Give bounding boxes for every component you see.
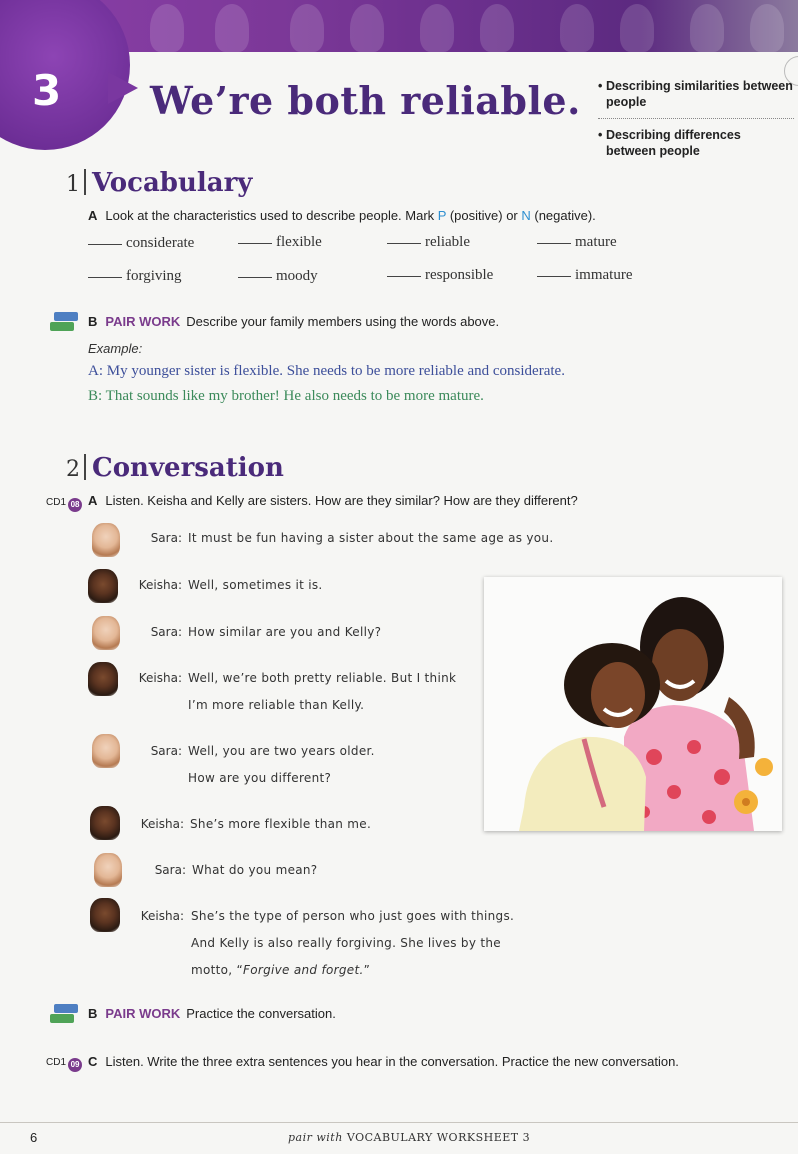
answer-blank[interactable] <box>537 243 571 244</box>
footer-rule <box>0 1122 798 1123</box>
pair-work-icon <box>50 312 80 332</box>
vocab-word: mature <box>537 234 617 251</box>
goal-item: • Describing differences between people <box>598 128 741 158</box>
answer-blank[interactable] <box>537 276 571 277</box>
section-vocabulary-heading: 1 Vocabulary <box>66 168 253 198</box>
unit-badge-tail <box>108 72 138 104</box>
speaker-label: Sara: <box>150 744 182 758</box>
speaker-label: Sara: <box>150 625 182 639</box>
keisha-avatar-icon <box>90 806 120 840</box>
sisters-photo-illustration <box>484 577 782 831</box>
vocab-word: responsible <box>387 267 493 284</box>
sara-avatar-icon <box>92 734 120 768</box>
audio-disc-icon: 09 <box>68 1058 82 1072</box>
speaker-label: Keisha: <box>138 578 182 592</box>
example-line-a: A: My younger sister is flexible. She needs to be more reliable and considerate. <box>88 363 565 379</box>
dialogue-line: She’s the type of person who just goes with things. <box>191 909 515 923</box>
sisters-photo <box>484 577 782 831</box>
dialogue-line: It must be fun having a sister about the same age as you. <box>188 531 554 545</box>
unit-goals <box>598 78 794 159</box>
answer-blank[interactable] <box>238 277 272 278</box>
page-number: 6 <box>30 1130 38 1145</box>
vocabulary-instruction-b: B PAIR WORK Describe your family members using the words above. <box>88 314 500 329</box>
example-line-b: B: That sounds like my brother! He also needs to be more mature. <box>88 388 484 404</box>
vocab-word: immature <box>537 267 632 284</box>
speaker-label: Keisha: <box>138 671 182 685</box>
unit-title: We’re both reliable. <box>150 78 581 123</box>
goal-item: • Describing similarities between people <box>598 79 793 109</box>
keisha-avatar-icon <box>88 662 118 696</box>
dialogue-line: And Kelly is also really forgiving. She lives by the <box>191 936 501 950</box>
answer-blank[interactable] <box>238 243 272 244</box>
vocab-word: moody <box>238 268 318 285</box>
vocab-word: forgiving <box>88 268 182 285</box>
dialogue-line: How similar are you and Kelly? <box>188 625 382 639</box>
speaker-label: Sara: <box>150 531 182 545</box>
speaker-label: Keisha: <box>140 909 184 923</box>
dialogue-line: She’s more flexible than me. <box>190 817 372 831</box>
sara-avatar-icon <box>92 523 120 557</box>
speaker-label: Keisha: <box>140 817 184 831</box>
speaker-label: Sara: <box>154 863 186 877</box>
section-conversation-heading: 2 Conversation <box>66 453 284 483</box>
answer-blank[interactable] <box>387 276 421 277</box>
unit-number: 3 <box>32 66 62 115</box>
dialogue-line: Well, sometimes it is. <box>188 578 323 592</box>
dialogue-line: I’m more reliable than Kelly. <box>188 698 365 712</box>
keisha-avatar-icon <box>90 898 120 932</box>
dialogue-line: Well, you are two years older. <box>188 744 375 758</box>
conversation-instruction-b: B PAIR WORK Practice the conversation. <box>88 1006 336 1021</box>
sara-avatar-icon <box>92 616 120 650</box>
example-label: Example: <box>88 341 143 356</box>
answer-blank[interactable] <box>88 277 122 278</box>
footer-worksheet-ref: pair with VOCABULARY WORKSHEET 3 <box>288 1131 531 1144</box>
pair-work-icon <box>50 1004 80 1024</box>
dialogue-line: What do you mean? <box>192 863 318 877</box>
vocab-word: considerate <box>88 235 194 252</box>
conversation-instruction-a: A Listen. Keisha and Kelly are sisters. How are they similar? How are they different? <box>88 493 578 508</box>
vocab-word: reliable <box>387 234 470 251</box>
keisha-avatar-icon <box>88 569 118 603</box>
audio-disc-icon: 08 <box>68 498 82 512</box>
dialogue-line: Well, we’re both pretty reliable. But I think <box>188 671 457 685</box>
answer-blank[interactable] <box>387 243 421 244</box>
vocabulary-instruction-a: A Look at the characteristics used to describe people. Mark P (positive) or N (negative). <box>88 208 596 223</box>
dialogue-line: motto, “Forgive and forget.” <box>191 963 371 977</box>
sara-avatar-icon <box>94 853 122 887</box>
conversation-instruction-c: C Listen. Write the three extra sentences you hear in the conversation. Practice the new conversation. <box>88 1054 679 1069</box>
cd-track-08: CD1 08 <box>46 497 82 512</box>
cd-track-09: CD1 09 <box>46 1057 82 1072</box>
answer-blank[interactable] <box>88 244 122 245</box>
vocab-word: flexible <box>238 234 322 251</box>
dialogue-line: How are you different? <box>188 771 332 785</box>
